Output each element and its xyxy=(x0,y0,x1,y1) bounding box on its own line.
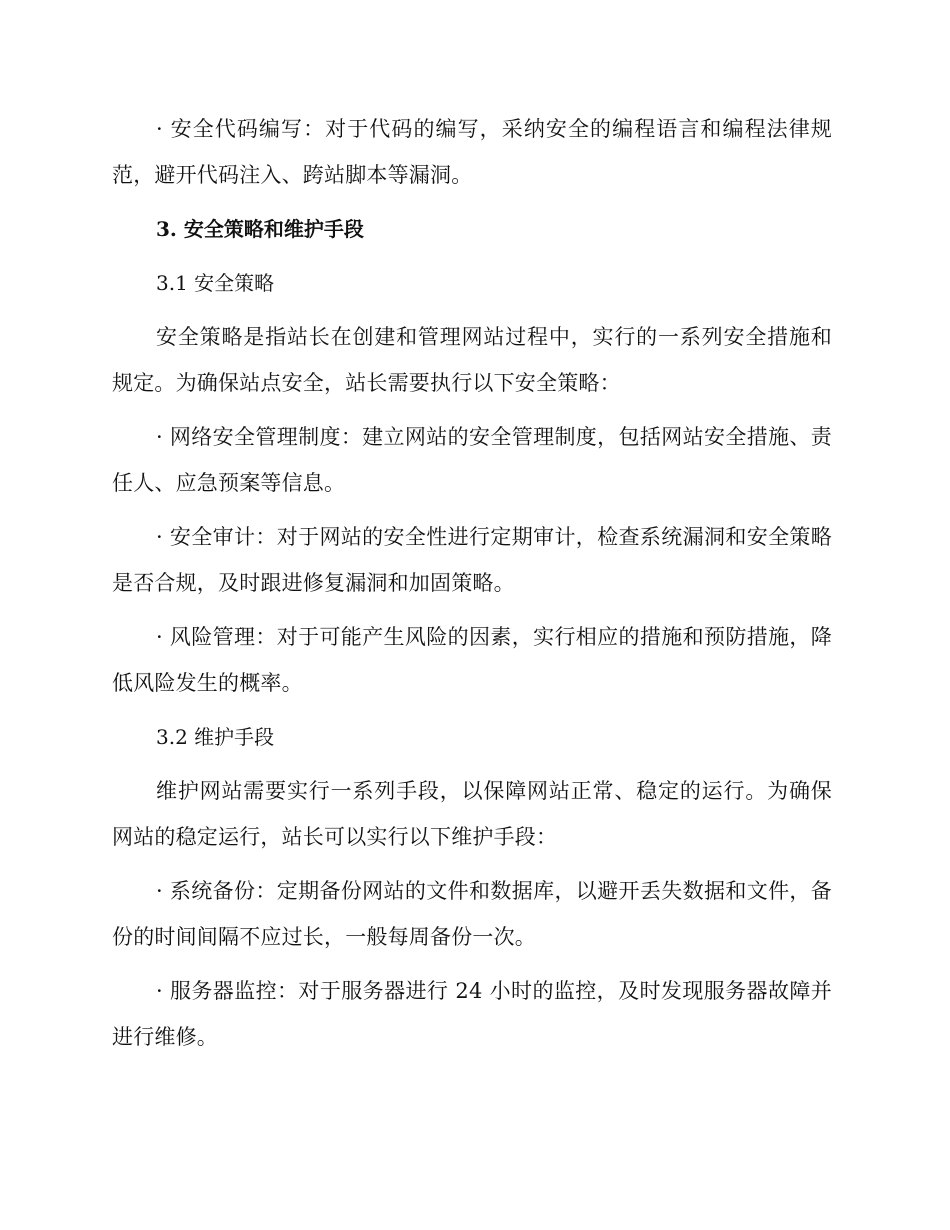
section-heading-3: 3. 安全策略和维护手段 xyxy=(156,217,364,241)
paragraph-risk-management: · 风险管理：对于可能产生风险的因素，实行相应的措施和预防措施，降低风险发生的概率。 xyxy=(112,625,832,695)
subsection-heading-3-1: 3.1 安全策略 xyxy=(156,271,275,295)
paragraph-maintenance-intro: 维护网站需要实行一系列手段，以保障网站正常、稳定的运行。为确保网站的稳定运行，站长可以实行以下维护手段： xyxy=(112,779,832,849)
paragraph-security-audit: · 安全审计：对于网站的安全性进行定期审计，检查系统漏洞和安全策略是否合规，及时跟进修复漏洞和加固策略。 xyxy=(112,525,832,595)
paragraph-server-monitoring: · 服务器监控：对于服务器进行 24 小时的监控，及时发现服务器故障并进行维修。 xyxy=(112,979,832,1049)
paragraph-system-backup: · 系统备份：定期备份网站的文件和数据库，以避开丢失数据和文件，备份的时间间隔不应过长，一般每周备份一次。 xyxy=(112,879,832,949)
paragraph-secure-coding: · 安全代码编写：对于代码的编写，采纳安全的编程语言和编程法律规范，避开代码注入、跨站脚本等漏洞。 xyxy=(112,117,832,187)
paragraph-network-security-system: · 网络安全管理制度：建立网站的安全管理制度，包括网站安全措施、责任人、应急预案等信息。 xyxy=(112,425,832,495)
subsection-heading-3-2: 3.2 维护手段 xyxy=(156,725,275,749)
paragraph-security-policy-intro: 安全策略是指站长在创建和管理网站过程中，实行的一系列安全措施和规定。为确保站点安全，站长需要执行以下安全策略： xyxy=(112,325,832,395)
document-page xyxy=(112,106,832,1068)
